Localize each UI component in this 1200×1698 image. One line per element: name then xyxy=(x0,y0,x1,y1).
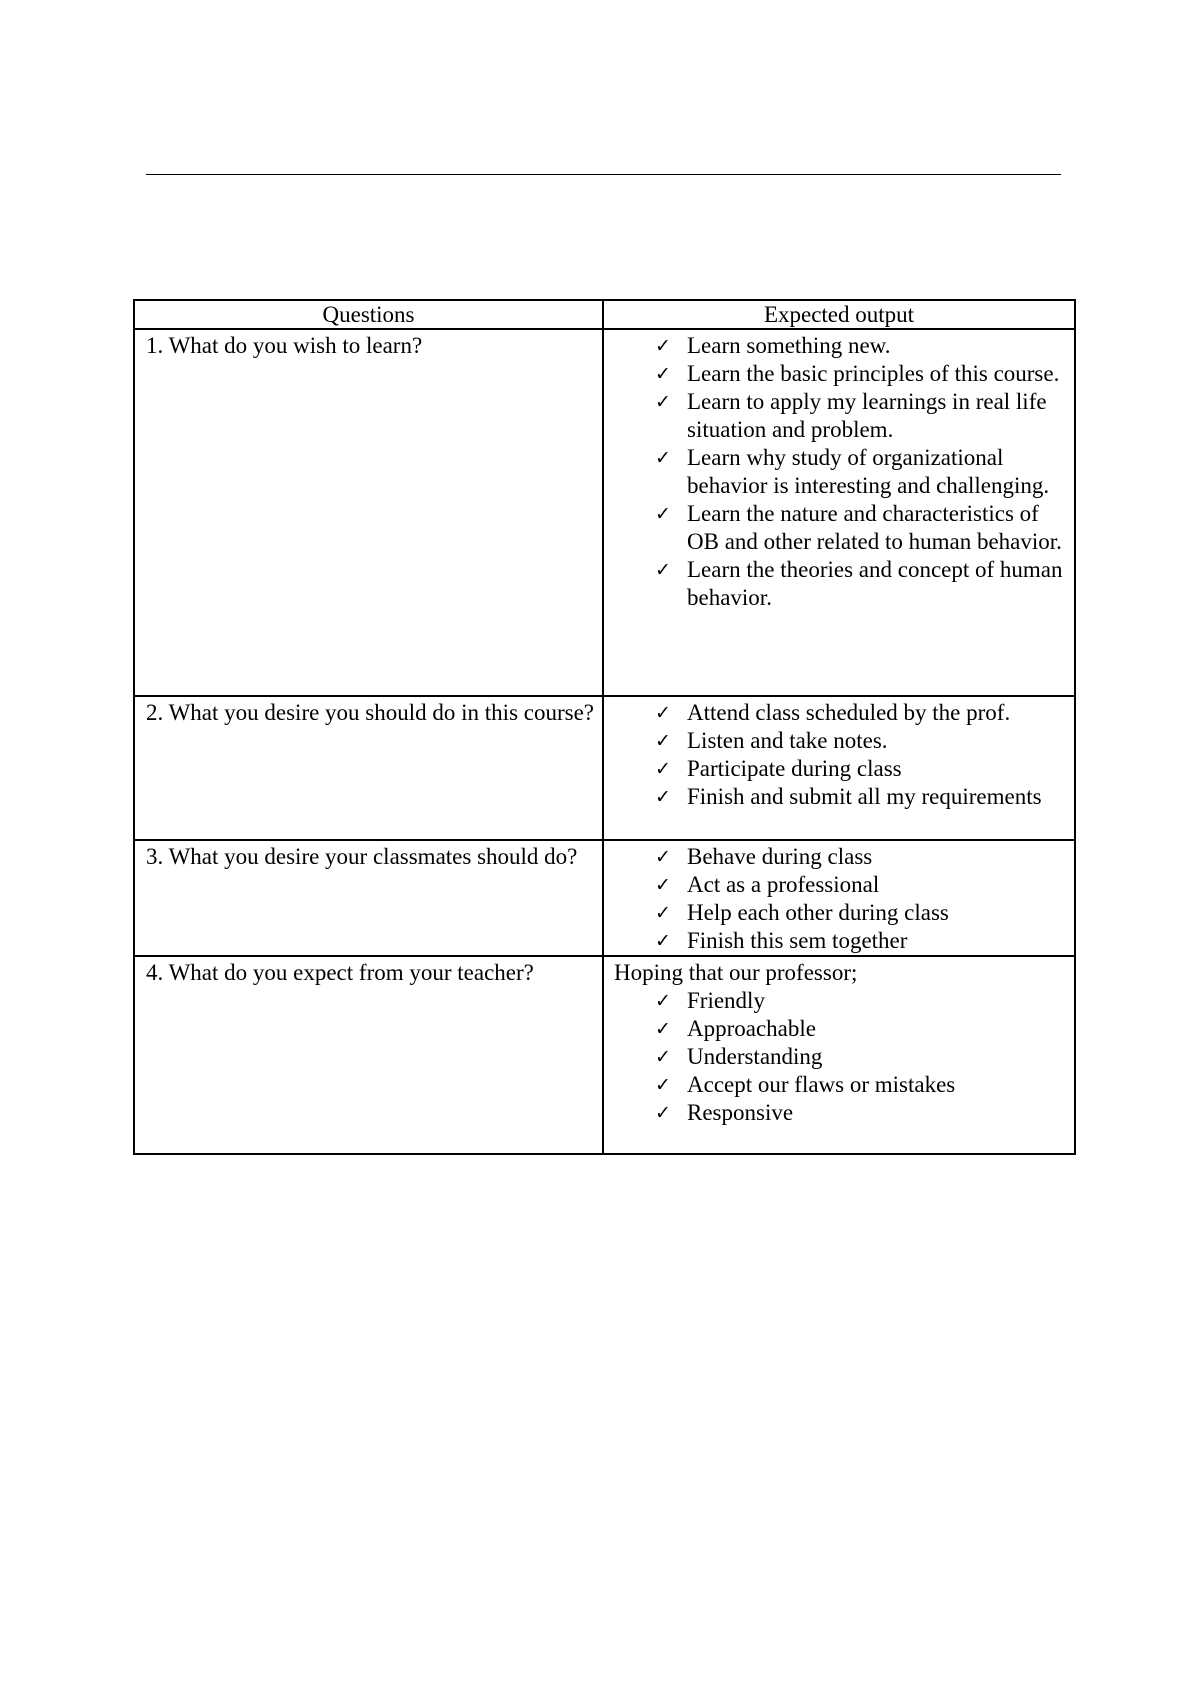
checkmark-icon: ✓ xyxy=(655,447,671,469)
table-row xyxy=(134,696,1075,840)
list-item: ✓ Friendly xyxy=(655,988,765,1013)
answer-list xyxy=(614,332,1068,612)
list-item: ✓ Participate during class xyxy=(655,756,902,781)
questions-header: Questions xyxy=(134,300,603,329)
expectations-table xyxy=(133,299,1076,1155)
question-text: 2. What you desire you should do in this course? xyxy=(146,700,595,725)
checkmark-icon: ✓ xyxy=(655,730,671,752)
answer-list xyxy=(614,843,1068,955)
question-text: 4. What do you expect from your teacher? xyxy=(146,960,534,985)
table-row xyxy=(134,956,1075,1154)
list-item: ✓ Learn something new. xyxy=(655,333,891,358)
checkmark-icon: ✓ xyxy=(655,363,671,385)
answer-cell xyxy=(603,840,1075,956)
list-item: ✓ Learn why study of organizational behavior is interesting and challenging. xyxy=(655,445,1050,498)
list-item: ✓ Finish this sem together xyxy=(655,928,908,953)
checkmark-icon: ✓ xyxy=(655,1046,671,1068)
list-item: ✓ Learn to apply my learnings in real life situation and problem. xyxy=(655,389,1047,442)
expected-output-header: Expected output xyxy=(603,300,1075,329)
checkmark-icon: ✓ xyxy=(655,902,671,924)
table-row xyxy=(134,329,1075,696)
list-item: ✓ Act as a professional xyxy=(655,872,880,897)
question-cell xyxy=(134,840,603,956)
list-item: ✓ Behave during class xyxy=(655,844,873,869)
list-item: ✓ Finish and submit all my requirements xyxy=(655,784,1042,809)
list-item: ✓ Approachable xyxy=(655,1016,816,1041)
list-item: ✓ Accept our flaws or mistakes xyxy=(655,1072,956,1097)
table-header-row xyxy=(134,300,1075,329)
checkmark-icon: ✓ xyxy=(655,990,671,1012)
checkmark-icon: ✓ xyxy=(655,335,671,357)
table-row xyxy=(134,840,1075,956)
checkmark-icon: ✓ xyxy=(655,1018,671,1040)
checkmark-icon: ✓ xyxy=(655,758,671,780)
question-text: 3. What you desire your classmates should do? xyxy=(146,844,578,869)
answer-cell xyxy=(603,329,1075,696)
answer-intro: Hoping that our professor; xyxy=(614,960,858,985)
list-item: ✓ Learn the theories and concept of human behavior. xyxy=(655,557,1063,610)
list-item: ✓ Responsive xyxy=(655,1100,794,1125)
list-item: ✓ Learn the nature and characteristics of OB and other related to human behavior. xyxy=(655,501,1062,554)
checkmark-icon: ✓ xyxy=(655,391,671,413)
checkmark-icon: ✓ xyxy=(655,702,671,724)
list-item: ✓ Attend class scheduled by the prof. xyxy=(655,700,1011,725)
checkmark-icon: ✓ xyxy=(655,786,671,808)
question-cell xyxy=(134,696,603,840)
checkmark-icon: ✓ xyxy=(655,874,671,896)
question-text: 1. What do you wish to learn? xyxy=(146,333,423,358)
answer-list xyxy=(614,699,1068,811)
answer-cell xyxy=(603,696,1075,840)
question-cell xyxy=(134,956,603,1154)
list-item: ✓ Help each other during class xyxy=(655,900,949,925)
checkmark-icon: ✓ xyxy=(655,503,671,525)
checkmark-icon: ✓ xyxy=(655,1102,671,1124)
list-item: ✓ Understanding xyxy=(655,1044,823,1069)
checkmark-icon: ✓ xyxy=(655,846,671,868)
checkmark-icon: ✓ xyxy=(655,930,671,952)
answer-cell xyxy=(603,956,1075,1154)
question-cell xyxy=(134,329,603,696)
top-rule-divider xyxy=(146,174,1061,175)
answer-list xyxy=(614,987,1068,1127)
list-item: ✓ Learn the basic principles of this course. xyxy=(655,361,1060,386)
checkmark-icon: ✓ xyxy=(655,1074,671,1096)
checkmark-icon: ✓ xyxy=(655,559,671,581)
list-item: ✓ Listen and take notes. xyxy=(655,728,888,753)
